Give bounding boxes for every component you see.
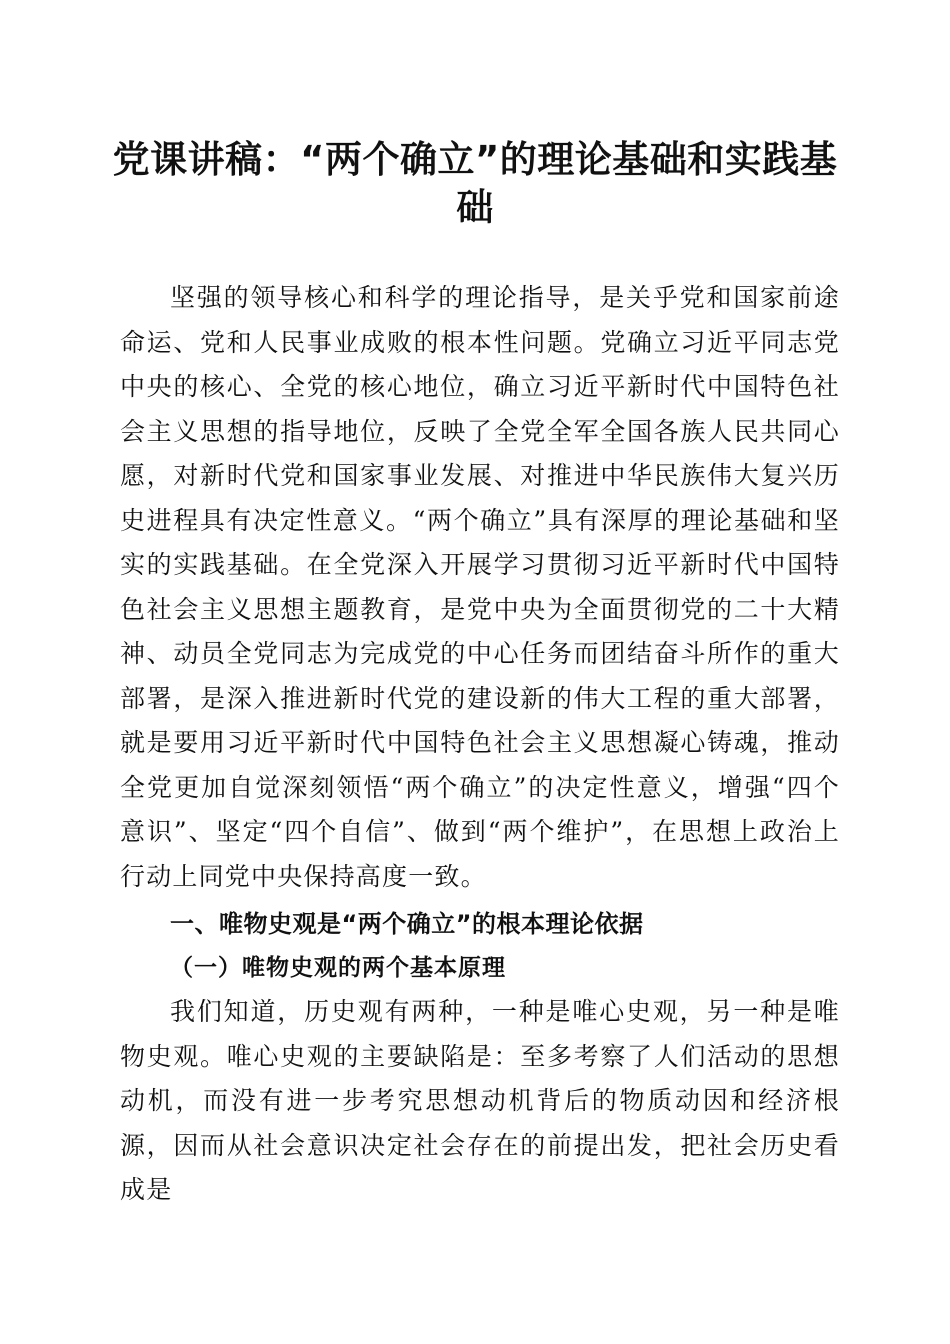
- document-title-line-1: 党课讲稿：“两个确立”的理论基础和实践基: [112, 138, 838, 181]
- section-heading: 一、唯物史观是“两个确立”的根本理论依据: [170, 910, 644, 938]
- subsection-heading: （一）唯物史观的两个基本原理: [170, 954, 506, 981]
- intro-paragraph: 坚强的领导核心和科学的理论指导，是关乎党和国家前途命运、党和人民事业成败的根本性问题。党确立习近平同志党中央的核心、全党的核心地位，确立习近平新时代中国特色社会主义思想的指导地位，反映了全党全军全国各族人民共同心愿，对新时代党和国家事业发展、对推进中华民族伟大复兴历史进程具有决定性意义。“两个确立”具有深厚的理论基础和坚实的实践基础。在全党深入开展学习贯彻习近平新时代中国特色社会主义思想主题教育，是党中央为全面贯彻党的二十大精神、动员全党同志为完成党的中心任务而团结奋斗所作的重大部署，是深入推进新时代党的建设新的伟大工程的重大部署，就是要用习近平新时代中国特色社会主义思想凝心铸魂，推动全党更加自觉深刻领悟“两个确立”的决定性意义，增强“四个意识”、坚定“四个自信”、做到“两个维护”，在思想上政治上行动上同党中央保持高度一致。: [120, 283, 840, 891]
- body-paragraph: 我们知道，历史观有两种，一种是唯心史观，另一种是唯物史观。唯心史观的主要缺陷是：至多考察了人们活动的思想动机，而没有进一步考究思想动机背后的物质动因和经济根源，因而从社会意识决定社会存在的前提出发，把社会历史看成是: [120, 997, 840, 1204]
- document-title-line-2: 础: [456, 186, 494, 229]
